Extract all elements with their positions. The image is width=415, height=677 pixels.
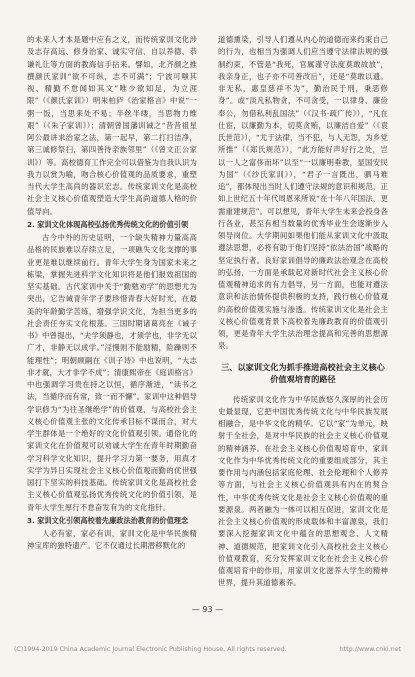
paragraph: 人必有家，家必有训，家训文化是中华民族精神宝库的独特遗产。它不仅通过长期潜移默化的 [27,529,197,551]
paragraph: 古今中外的历史证明，一个缺失精神力量高高品格的民族难以存续立足，一项礁失文化支撑的事业更是难以继续前行。青年大学生身为国家未来之栋梁，掌握先进科学文化知识将是他们报效祖国的坚实基础。古代家训中关于“勤勉劝学”的思想尤为突出，它告诫青年学子要珍惜青春大好时光，在最美的年龄勤学苦练，增强学识文化，为担当更多的社会责任夯实文化根基。三国时期诸葛亮在《诫子书》中曾提出，“夫学须静也，才须学也，非学无以广才，非静无以成学。”淫慢则不能励精，险躁则不能理性”；明朝顾嗣在《训子诗》中也说明，“大志非才就，大才非学不成”；清康熙帝在《庭训格言》中也强调学习贵在持之以恒，循序渐进，“读书之法，当循序而有常，致一而不懈”。家训中这种倡导学识修为“为往圣继绝学”的价值观，与高校社会主义核心价值观主张的文化传承目标不谋而合，对大学生群体是一个绝好的文化价值观引领。通俗化的家训文化在价值观可以劝诚大学生在青年时期勤奋学习科学文化知识，提升学习力第一要务，用真才实学为异日实现社会主义核心价值观而勤的优世强国打下坚实的科技基础。传统家训文化是高校社会主义核心价值观弘扬优秀传统文化的价值引领，是青年大学生厚行不怠奋发有为的文化指针。 [27,233,197,512]
copyright-text: (C)1994-2019 China Academic Journal Electronic Publishing House. All rights reserved. [14,646,287,653]
section-heading: 三、以家训文化为抓手推进高校社会主义核心价值观培育的路径 [221,361,385,384]
paragraph: 的未来人才本是题中应有之义，而传统家训文化涉及志存高远、修身治家、诚实守信、自以养德、恭谦礼让等方面的教海信手拈来。譬如，北齐颜之推撰颜氏家训“欲不可纵，志不可满”；宁波可嗤其视、精勤不怠闻如其文”唯少欲知足，为立涯限”（《颜氏家训》）明朱柏庐《治家格言》中说“一粥一饭，当思来处不易；半丝半缕，当思物力维艰”（《朱子家训》）；清朝曾国藩训诫之“昔昔祖星阿公最讲求治家之法，第一起早，第二打扫洁净，第三诚修祭扫，第四善待亲族邻里”（《曾文正公家训》）等。高校德育工作完全可以借鉴为自我认识为我力以赏为喻，吻合核心价值观的品质要求，重塑当代大学生高尚的器识宏志。传统家训文化是高校社会主义核心价值观塑造大学生高尚道德人格的价值导向。 [27,35,197,216]
left-column [27,34,197,590]
subsection-heading: 2. 家训文化体现高校弘扬优秀传统文化的价值引领 [27,219,189,229]
right-column [218,34,388,590]
footer-link[interactable]: http://www.cnki.net [339,646,401,653]
paragraph: 传统家训文化作为中华民族悠久深厚的社会历史最显现，它把中国优秀传统文化与中华民族发展相融合，是中华文化的精华。它以“家”为单元，映射于全社会，是对中华民族的社会主义核心价值观的精神涵养。在社会主义核心价值观培育中，家训文化作为中华优秀传统文化的重要组成部分，其主要作用与内涵包括家庭伦理、社会伦理和个人修养等方面，与社会主义核心价值观具有内在的契合性，中华优秀传统文化是社会主义核心价值观的重要源泉。两者融为一体可以相互促进，家训文化是社会主义核心价值观的形成载体和丰富源泉，我们要深入挖掘家训文化中蕴含的思想观念、人文精神、道德规范，把家训文化引入高校社会主义核心价值观教育，充分发挥家训文化在社会主义核心价值观培育中的作用，用家训文化滋养大学生的精神世界，提升其道德素养。 [218,394,388,588]
paragraph: 道德熏染，引导人们遵从内心的道德而来约束自己的行为，也相当为强调人们应当遵守法律法规的强制约束，不管是“我死，官属谨守法度莫敢故放”，我亲身正，也子亦不可善改后”，还是“莫敢以遗。非无私，惠皇慈祥不为”，勤治民于刑，秉恶修身”。或“淡凡私物贪，不可贪受，一以律身、廉俭奉公，勿借私利乱国法”（《汉书·疏广传》），“凡在仕宦，以廉勤为本，切莫贪贿，以廉洁自爱”（《袁氏世范》），“尤于法律，当不犯，与人无怨，为乡党所推”（《郑氏规范》），“此方能好声好行之处，岂以一人之富侈而坏”以至“一以廉明垂教，显国安民为国”（《沙氏家训》），“君子一言既出，驷马难追”，都体现出当时人们遵守法规的意识和规范，正如上世纪五十年代周恩来所说“在十年八年国法，更需重建规范”。可以想见，青年大学生未来会投身各行各业，甚至有相当数量的优秀毕业生会逐渐步入领导岗位。大学期间如果他们能从家训文化中汲取遵法思想，必将有助于他们坚持“依法治国”战略的坚定执行者。良好家训倡导的廉政法治观念在高校的弘扬，一方面是承载起对新时代社会主义核心价值观精神追求的有力倡导，另一方面，也能对遵法意识和法治情怀提供积极的支持，践行核心价值观的高校价值观实施与渗透。传统家训文化是社会主义核心价值观背景下高校着先廉政教育的价值观引领，更是青年大学生法治理念提高和完善的思想源泉。 [218,35,388,351]
subsection-heading: 3. 家训文化引领高校着先廉政法治教育的价值理念 [27,515,189,525]
page-number: — 93 — [191,605,224,614]
copyright-footer [14,646,401,653]
